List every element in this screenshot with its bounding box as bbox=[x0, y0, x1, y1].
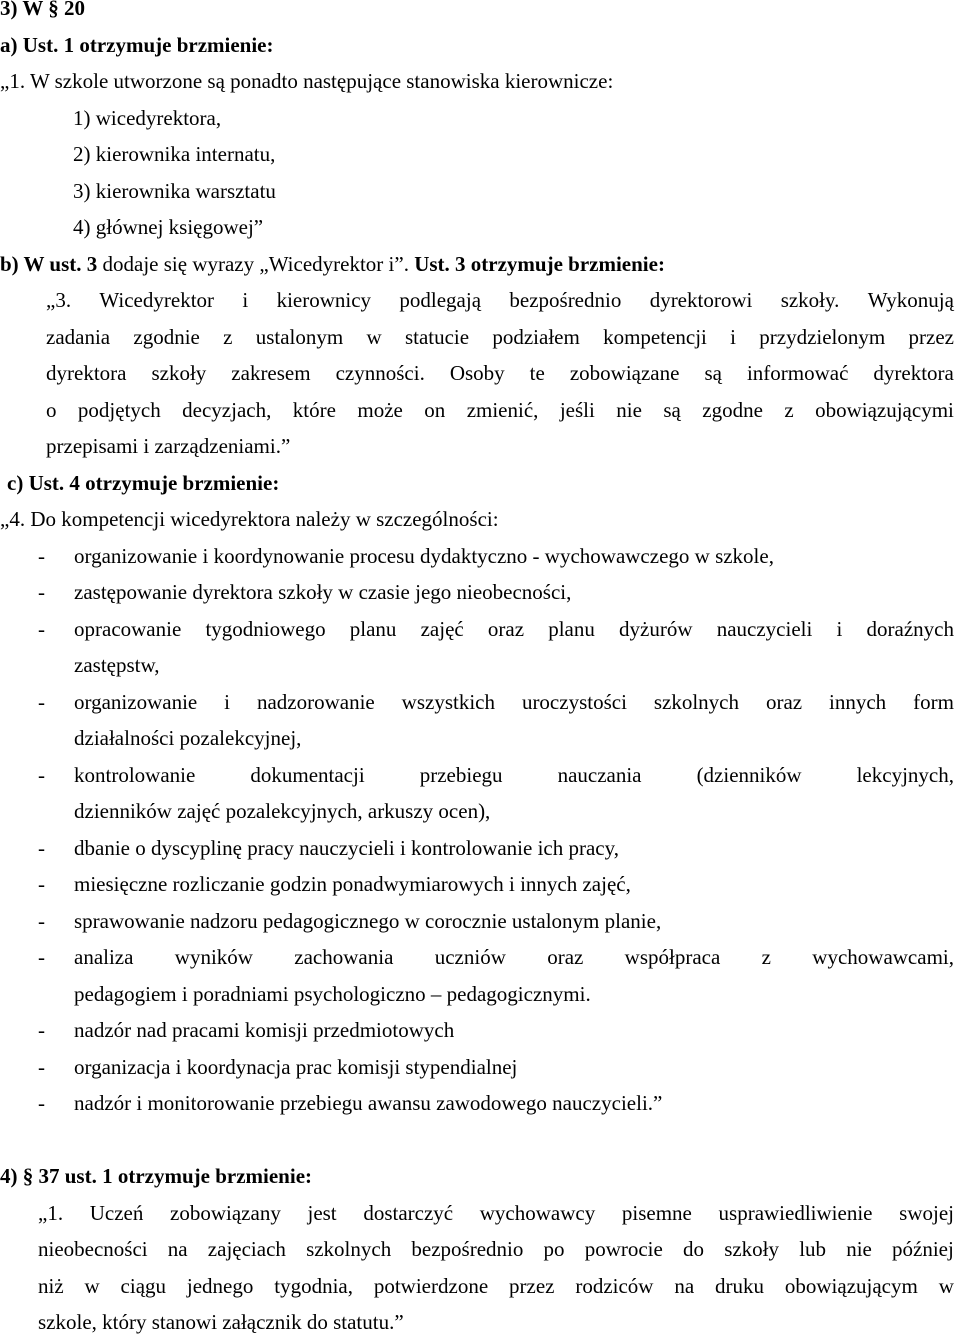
word: oraz bbox=[765, 689, 803, 714]
justified-line bbox=[0, 319, 960, 356]
word: uczniów bbox=[434, 945, 506, 969]
paragraph-1-last-line: szkole, który stanowi załącznik do statutu.” bbox=[38, 1310, 404, 1334]
word: tygodnia, bbox=[274, 1273, 353, 1298]
word: zadania bbox=[46, 324, 111, 349]
amendment-b-label bbox=[0, 246, 960, 283]
word: szkoły bbox=[151, 361, 207, 385]
bullet-dash: - bbox=[38, 543, 45, 568]
word: rodziców bbox=[575, 1273, 654, 1298]
list-item-text bbox=[74, 939, 960, 976]
word: przez bbox=[908, 324, 954, 349]
word: wyników bbox=[174, 945, 253, 969]
word: „3. bbox=[46, 288, 72, 312]
word: podjętych bbox=[77, 397, 161, 422]
list-item bbox=[0, 1012, 960, 1049]
word: w bbox=[366, 324, 382, 349]
word: zobowiązane bbox=[569, 361, 680, 385]
word: w bbox=[938, 1273, 954, 1298]
word: nieobecności bbox=[38, 1237, 148, 1261]
word: potwierdzone bbox=[373, 1273, 489, 1298]
bullet-dash: - bbox=[38, 1091, 45, 1115]
bullet-dash: - bbox=[38, 689, 45, 714]
list-item: 2) kierownika internatu, bbox=[73, 142, 276, 166]
word: doraźnych bbox=[866, 616, 954, 641]
word: analiza bbox=[74, 945, 134, 969]
word: wszystkich bbox=[401, 689, 495, 714]
word: zajęciach bbox=[207, 1237, 286, 1261]
bullet-dash: - bbox=[38, 872, 45, 896]
word: nie bbox=[616, 397, 642, 422]
list-item: 4) głównej księgowej” bbox=[73, 215, 264, 239]
word: dostarczyć bbox=[363, 1200, 454, 1225]
word: i bbox=[242, 288, 249, 312]
word: bezpośrednio bbox=[411, 1237, 524, 1261]
word: o bbox=[46, 397, 57, 422]
word: zobowiązany bbox=[170, 1200, 281, 1225]
word: swojej bbox=[899, 1200, 954, 1225]
paragraph-1 bbox=[0, 1195, 960, 1305]
word: jest bbox=[307, 1200, 337, 1225]
list-item bbox=[0, 939, 960, 976]
word: jeśli bbox=[559, 397, 595, 422]
list-item-text: dbanie o dyscyplinę pracy nauczycieli i kontrolowanie ich pracy, bbox=[74, 835, 620, 860]
word: do bbox=[683, 1237, 705, 1261]
list-item bbox=[0, 830, 960, 867]
word: później bbox=[892, 1237, 954, 1261]
word: z bbox=[761, 945, 771, 969]
word: które bbox=[292, 397, 336, 422]
list-item-text: nadzór i monitorowanie przebiegu awansu zawodowego nauczycieli.” bbox=[74, 1091, 663, 1115]
word: Wicedyrektor bbox=[99, 288, 215, 312]
word: usprawiedliwienie bbox=[718, 1200, 873, 1225]
word: Wykonują bbox=[867, 288, 954, 312]
list-item-text: nadzór nad pracami komisji przedmiotowych bbox=[74, 1018, 455, 1042]
word: powrocie bbox=[584, 1237, 663, 1261]
amendment-c-intro: „4. Do kompetencji wicedyrektora należy w szczególności: bbox=[0, 507, 499, 531]
word: niż bbox=[38, 1273, 64, 1298]
word: decyzjach, bbox=[182, 397, 272, 422]
amendment-b-ref: b) W ust. 3 bbox=[0, 251, 98, 276]
list-item-continuation: pedagogiem i poradniami psychologiczno – pedagogicznymi. bbox=[74, 981, 591, 1006]
word: planu bbox=[548, 616, 595, 641]
amendment-a-intro: „1. W szkole utworzone są ponadto następujące stanowiska kierownicze: bbox=[0, 69, 614, 93]
word: pisemne bbox=[621, 1200, 692, 1225]
word: obowiązującym bbox=[784, 1273, 918, 1298]
justified-line bbox=[0, 1231, 960, 1268]
justified-line bbox=[0, 282, 960, 319]
word: podziałem bbox=[492, 324, 580, 349]
list-item bbox=[0, 611, 960, 648]
word: i bbox=[730, 324, 736, 349]
list-item-text bbox=[74, 611, 960, 648]
section-3-heading: 3) W § 20 bbox=[0, 0, 85, 20]
word: lekcyjnych, bbox=[856, 762, 954, 787]
word: wychowawcami, bbox=[812, 945, 954, 969]
justified-line bbox=[0, 1195, 960, 1232]
word: lub bbox=[799, 1237, 827, 1261]
list-item bbox=[0, 866, 960, 903]
word: zachowania bbox=[294, 945, 394, 969]
word: na bbox=[167, 1237, 188, 1261]
list-item-text: organizowanie i koordynowanie procesu dydaktyczno - wychowawczego w szkole, bbox=[74, 543, 774, 568]
spacer bbox=[0, 1122, 960, 1159]
word: są bbox=[663, 397, 681, 422]
list-item bbox=[0, 538, 960, 575]
word: czynności. bbox=[335, 361, 425, 385]
word: dyżurów bbox=[619, 616, 693, 641]
word: przebiegu bbox=[419, 762, 503, 787]
word: podlegają bbox=[399, 288, 482, 312]
list-item-text bbox=[74, 684, 960, 721]
bullet-dash: - bbox=[38, 1054, 45, 1079]
word: po bbox=[543, 1237, 565, 1261]
section-4-heading: 4) § 37 ust. 1 otrzymuje brzmienie: bbox=[0, 1164, 313, 1188]
word: przez bbox=[509, 1273, 555, 1298]
word: innych bbox=[829, 689, 887, 714]
word: form bbox=[913, 689, 954, 714]
word: „1. bbox=[38, 1200, 64, 1225]
word: nadzorowanie bbox=[256, 689, 375, 714]
word: nie bbox=[846, 1237, 872, 1261]
word: może bbox=[357, 397, 403, 422]
word: zmienić, bbox=[466, 397, 539, 422]
amendment-b-text: dodaje się wyrazy „Wicedyrektor i”. bbox=[97, 251, 415, 276]
list-item-text bbox=[74, 757, 960, 794]
word: oraz bbox=[487, 616, 525, 641]
list-item-continuation: zastępstw, bbox=[74, 653, 160, 677]
word: obowiązującymi bbox=[815, 397, 954, 422]
word: Osoby bbox=[449, 361, 505, 385]
word: w bbox=[84, 1273, 100, 1298]
word: kontrolowanie bbox=[74, 762, 196, 787]
word: ustalonym bbox=[255, 324, 344, 349]
word: druku bbox=[715, 1273, 765, 1298]
word: szkoły bbox=[724, 1237, 780, 1261]
word: nauczycieli bbox=[716, 616, 813, 641]
word: zakresem bbox=[231, 361, 311, 385]
word: są bbox=[704, 361, 722, 385]
word: przydzielonym bbox=[759, 324, 886, 349]
word: tygodniowego bbox=[205, 616, 326, 641]
paragraph-3 bbox=[0, 282, 960, 428]
justified-line bbox=[0, 392, 960, 429]
list-item-text: zastępowanie dyrektora szkoły w czasie jego nieobecności, bbox=[74, 580, 572, 604]
word: ciągu bbox=[120, 1273, 167, 1298]
word: kierownicy bbox=[276, 288, 372, 312]
justified-line bbox=[0, 1268, 960, 1305]
list-item-text: miesięczne rozliczanie godzin ponadwymiarowych i innych zajęć, bbox=[74, 872, 631, 896]
amendment-a-label: a) Ust. 1 otrzymuje brzmienie: bbox=[0, 32, 274, 57]
list-item bbox=[0, 684, 960, 721]
word: i bbox=[224, 689, 231, 714]
bullet-dash: - bbox=[38, 1018, 45, 1042]
word: na bbox=[674, 1273, 695, 1298]
word: jednego bbox=[186, 1273, 254, 1298]
word: dyrektorowi bbox=[649, 288, 753, 312]
competence-list bbox=[0, 538, 960, 1122]
word: dyrektora bbox=[46, 361, 127, 385]
bullet-dash: - bbox=[38, 580, 45, 604]
word: opracowanie bbox=[74, 616, 182, 641]
word: zgodne bbox=[702, 397, 763, 422]
list-item bbox=[0, 574, 960, 611]
word: dyrektora bbox=[873, 361, 954, 385]
word: te bbox=[529, 361, 545, 385]
bullet-dash: - bbox=[38, 835, 45, 860]
justified-line bbox=[0, 355, 960, 392]
word: on bbox=[424, 397, 446, 422]
list-item-text: organizacja i koordynacja prac komisji stypendialnej bbox=[74, 1054, 518, 1079]
list-item bbox=[0, 757, 960, 794]
word: i bbox=[836, 616, 843, 641]
word: zgodnie bbox=[133, 324, 200, 349]
word: organizowanie bbox=[74, 689, 198, 714]
word: dokumentacji bbox=[250, 762, 365, 787]
word: wychowawcy bbox=[479, 1200, 596, 1225]
word: oraz bbox=[547, 945, 584, 969]
word: współpraca bbox=[624, 945, 721, 969]
list-item bbox=[0, 903, 960, 940]
word: z bbox=[784, 397, 794, 422]
amendment-b-ref2: Ust. 3 otrzymuje brzmienie: bbox=[414, 251, 665, 276]
word: (dzienników bbox=[696, 762, 802, 787]
list-item: 3) kierownika warsztatu bbox=[73, 178, 276, 203]
word: szkoły. bbox=[780, 288, 840, 312]
bullet-dash: - bbox=[38, 762, 45, 787]
list-item-continuation: działalności pozalekcyjnej, bbox=[74, 726, 302, 750]
word: informować bbox=[746, 361, 849, 385]
word: szkolnych bbox=[653, 689, 740, 714]
word: statucie bbox=[404, 324, 470, 349]
bullet-dash: - bbox=[38, 616, 45, 641]
list-item bbox=[0, 1049, 960, 1086]
list-item-continuation: dzienników zajęć pozalekcyjnych, arkuszy ocen), bbox=[74, 799, 491, 823]
word: uroczystości bbox=[521, 689, 627, 714]
paragraph-3-last-line: przepisami i zarządzeniami.” bbox=[46, 434, 291, 458]
amendment-c-label: c) Ust. 4 otrzymuje brzmienie: bbox=[7, 470, 280, 495]
list-item bbox=[0, 1085, 960, 1122]
word: bezpośrednio bbox=[509, 288, 622, 312]
word: z bbox=[223, 324, 233, 349]
word: kompetencji bbox=[603, 324, 707, 349]
bullet-dash: - bbox=[38, 908, 45, 933]
list-item-text: sprawowanie nadzoru pedagogicznego w corocznie ustalonym planie, bbox=[74, 908, 662, 933]
word: zajęć bbox=[420, 616, 464, 641]
list-item: 1) wicedyrektora, bbox=[73, 105, 222, 130]
word: nauczania bbox=[557, 762, 642, 787]
word: planu bbox=[349, 616, 397, 641]
word: szkolnych bbox=[306, 1237, 392, 1261]
word: Uczeń bbox=[89, 1200, 144, 1225]
bullet-dash: - bbox=[38, 945, 45, 969]
